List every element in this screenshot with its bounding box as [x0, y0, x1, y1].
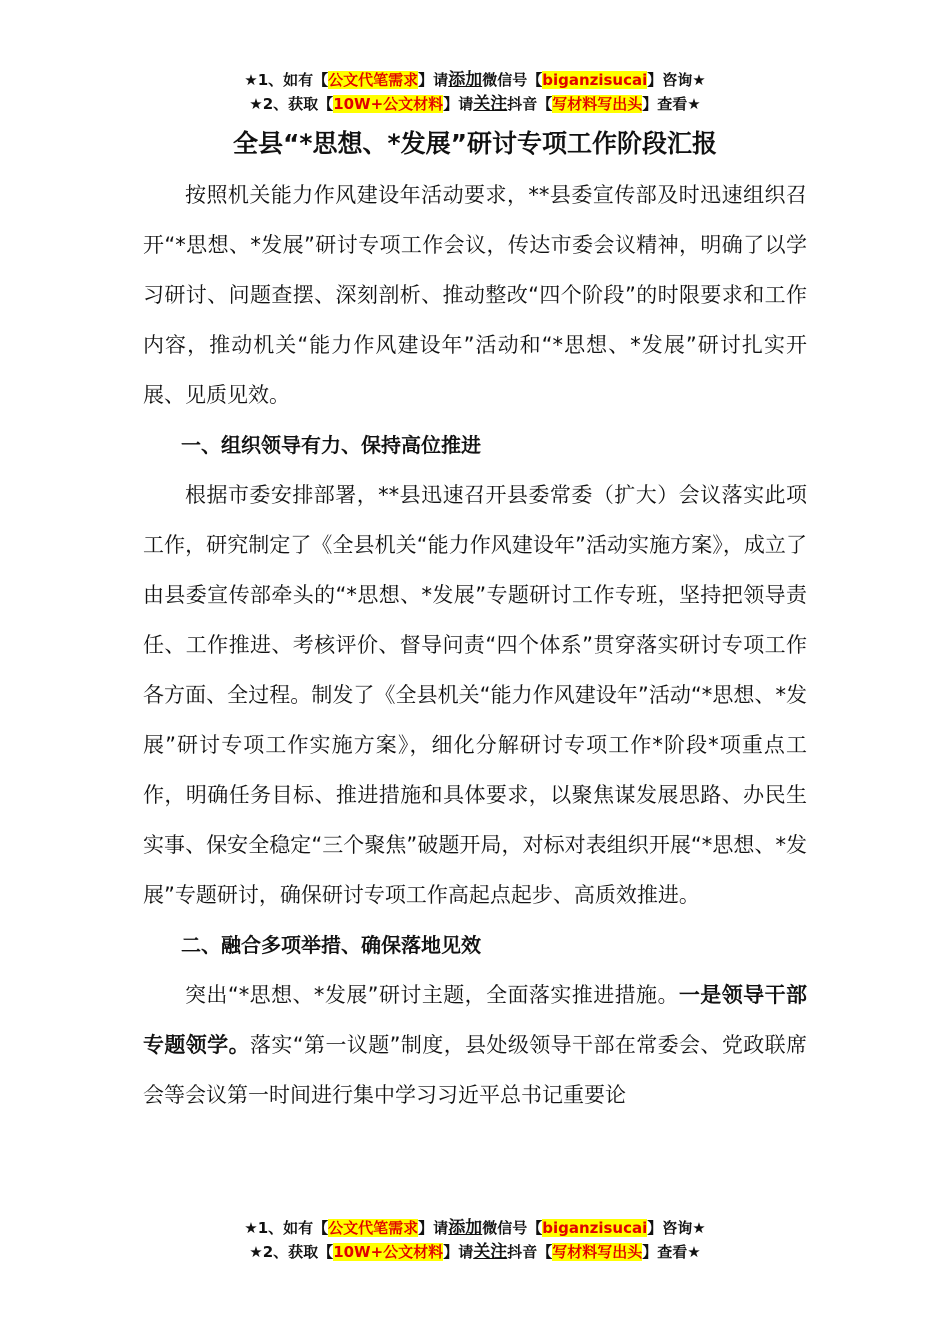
promo-highlight: 10W+公文材料	[333, 1243, 444, 1261]
promo-highlight: biganzisucai	[542, 1219, 648, 1237]
paragraph-section-2	[143, 970, 807, 1120]
paragraph-text: 突出“*思想、*发展”研讨主题，全面落实推进措施。	[185, 983, 679, 1007]
document-body	[143, 170, 807, 1120]
promo-emphasis: 添加	[448, 70, 483, 90]
promo-highlight: 写材料写出头	[552, 95, 643, 113]
section-heading-1: 一、组织领导有力、保持高位推进	[181, 433, 481, 457]
paragraph-intro: 按照机关能力作风建设年活动要求，**县委宣传部及时迅速组织召开“*思想、*发展”研讨专项工作会议，传达市委会议精神，明确了以学习研讨、问题查摆、深刻剖析、推动整改“四个阶段”的时限要求和工作内容，推动机关“能力作风建设年”活动和“*思想、*发展”研讨扎实开展、见质见效。	[143, 183, 807, 407]
promo-text: 】请	[418, 71, 449, 89]
promo-line-2	[0, 92, 950, 116]
promo-emphasis: 关注	[473, 94, 508, 114]
promo-text: 抖音【	[507, 95, 553, 113]
promo-text: ★1、如有【	[244, 71, 329, 89]
promo-text: 微信号【	[482, 71, 543, 89]
promo-emphasis: 关注	[473, 1242, 508, 1262]
promo-text: 】请	[418, 1219, 449, 1237]
promo-text: 】咨询★	[647, 1219, 706, 1237]
paragraph-bold-lead: 一是领导干部专题领学。	[143, 983, 807, 1057]
promo-text: ★2、获取【	[249, 1243, 334, 1261]
promo-text: 】请	[443, 1243, 474, 1261]
promo-text: 】咨询★	[647, 71, 706, 89]
promo-text: 】查看★	[642, 1243, 701, 1261]
promo-banner-top	[0, 68, 950, 116]
document-title: 全县“*思想、*发展”研讨专项工作阶段汇报	[232, 129, 717, 158]
promo-highlight: 公文代笔需求	[328, 1219, 419, 1237]
promo-highlight: 公文代笔需求	[328, 71, 419, 89]
promo-highlight: biganzisucai	[542, 71, 648, 89]
promo-text: 】请	[443, 95, 474, 113]
promo-text: ★1、如有【	[244, 1219, 329, 1237]
promo-emphasis: 添加	[448, 1218, 483, 1238]
promo-text: ★2、获取【	[249, 95, 334, 113]
promo-text: 抖音【	[507, 1243, 553, 1261]
paragraph-section-1: 根据市委安排部署，**县迅速召开县委常委（扩大）会议落实此项工作，研究制定了《全县机关“能力作风建设年”活动实施方案》，成立了由县委宣传部牵头的“*思想、*发展”专题研讨工作专班，坚持把领导责任、工作推进、考核评价、督导问责“四个体系”贯穿落实研讨专项工作各方面、全过程。制发了《全县机关“能力作风建设年”活动“*思想、*发展”研讨专项工作实施方案》，细化分解研讨专项工作*阶段*项重点工作，明确任务目标、推进措施和具体要求，以聚焦谋发展思路、办民生实事、保安全稳定“三个聚焦”破题开局，对标对表组织开展“*思想、*发展”专题研讨，确保研讨专项工作高起点起步、高质效推进。	[143, 483, 807, 907]
promo-highlight: 写材料写出头	[552, 1243, 643, 1261]
promo-line-2	[0, 1240, 950, 1264]
promo-highlight: 10W+公文材料	[333, 95, 444, 113]
promo-line-1	[0, 68, 950, 92]
paragraph-text: 落实“第一议题”制度，县处级领导干部在常委会、党政联席会等会议第一时间进行集中学习习近平总书记重要论	[143, 1033, 808, 1107]
promo-banner-bottom	[0, 1216, 950, 1264]
promo-text: 】查看★	[642, 95, 701, 113]
section-heading-2: 二、融合多项举措、确保落地见效	[181, 933, 481, 957]
promo-line-1	[0, 1216, 950, 1240]
promo-text: 微信号【	[482, 1219, 543, 1237]
